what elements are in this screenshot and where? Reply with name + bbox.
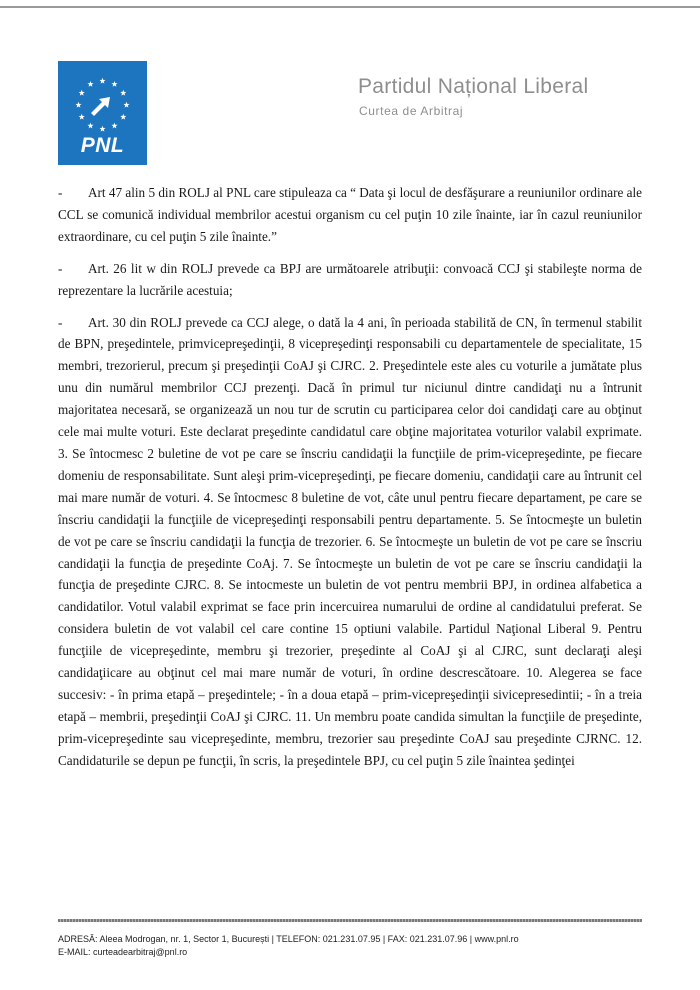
org-subtitle: Curtea de Arbitraj (359, 104, 464, 118)
org-name: Partidul Național Liberal (358, 75, 589, 98)
list-dash: - (58, 185, 63, 200)
pnl-logo (58, 61, 147, 165)
logo-text: PNL (80, 134, 125, 157)
paragraph-art-30 (58, 312, 642, 772)
star-icon (120, 90, 126, 96)
document-body (58, 182, 642, 782)
star-icon (111, 81, 117, 87)
star-icon (79, 90, 85, 96)
star-icon (120, 114, 126, 120)
paragraph-text: Art 47 alin 5 din ROLJ al PNL care stipuleaza ca “ Data şi locul de desfăşurare a reuniunilor ordinare ale CCL se comunică individual membrilor acestui organism cu cel puţin 10 zile înainte, iar în cazul reuniunilor extraordinare, cu cel puţin 5 zile înainte.” (58, 185, 642, 244)
top-scan-rule (0, 6, 700, 8)
paragraph-text: Art. 30 din ROLJ prevede ca CCJ alege, o dată la 4 ani, în perioada stabilită de CN, în termenul stabilit de BPN, preşedintele, primvicepreşedinţii, 8 vicepreşedinţi responsabili cu departamentele de specialitate, 15 membri, trezorierul, precum şi preşedinţii CoAJ şi CJRC. 2. Preşedintele este ales cu voturile a jumătate plus unu din numărul membrilor CCJ prezenţi. Dacă în primul tur niciunul dintre candidaţi nu a întrunit majoritatea necesară, se organizează un nou tur de scrutin cu participarea celor doi candidaţi care au obţinut cele mai multe voturi. Este declarat preşedinte candidatul care obţine majoritatea voturilor valabil exprimate. 3. Se întocmesc 2 buletine de vot pe care se înscriu candidaţii la funcţiile de prim-vicepreşedinte, pe fiecare domeniu de responsabilitate. Sunt aleşi prim-vicepreşedinţi, pe fiecare domeniu, candidaţii care au întrunit cel mai mare număr de voturi. 4. Se întocmesc 8 buletine de vot, câte unul pentru fiecare departament, pe care se înscriu candidaţii la funcţiile de vicepreşedinţi responsabili pentru departamente. 5. Se întocmeşte un buletin de vot pe care se înscriu candidaţii la funcţia de trezorier. 6. Se întocmeşte un buletin de vot pe care se înscriu candidaţii la funcţia de preşedinte CoAj. 7. Se întocmeşte un buletin de vot pe care se înscriu candidaţii la funcţia de preşedinte CJRC. 8. Se intocmeste un buletin de vot pentru membrii BPJ, in ordinea alfabetica a candidatilor. Votul valabil exprimat se face prin incercuirea numarului de ordine al candidatului preferat. Se considera buletin de vot valabil cel care contine 15 optiuni valabile. Partidul Naţional Liberal 9. Pentru funcţiile de vicepreşedinte, membru şi trezorier, preşedinte al CoAJ şi al CJRC, sunt declaraţi aleşi candidaţiicare au obţinut cel mai mare număr de voturi, în ordine descrescătoare. 10. Alegerea se face succesiv: - în prima etapă – preşedintele; - în a doua etapă – prim-vicepreşedinţii sivicepresedintii; - în a treia etapă – membrii, preşedinţii CoAJ şi CJRC. 11. Un membru poate candida simultan la funcţiile de preşedinte, prim-vicepreşedinte sau vicepreşedinte, membru, trezorier sau preşedinte CoAJ sau preşedinte CJRNC. 12. Candidaturile se depun pe funcţii, în scris, la preşedintele BPJ, cu cel puţin 5 zile înaintea şedinţei (58, 314, 642, 768)
paragraph-art-26 (58, 258, 642, 302)
footer-address-line: ADRESĂ: Aleea Modrogan, nr. 1, Sector 1, București | TELEFON: 021.231.07.95 | FAX: 021.231.07.96 | www.pnl.ro (58, 934, 519, 944)
star-icon (111, 123, 117, 129)
footer (58, 933, 658, 959)
star-icon (99, 78, 105, 84)
list-dash: - (58, 314, 63, 330)
star-icon (75, 102, 81, 108)
star-icon (87, 81, 93, 87)
footer-divider (58, 919, 642, 922)
star-icon (79, 114, 85, 120)
arrow-icon (91, 97, 110, 116)
paragraph-text: Art. 26 lit w din ROLJ prevede ca BPJ are următoarele atribuţii: convoacă CCJ şi stabileşte norma de reprezentare la lucrările acestuia; (58, 260, 642, 298)
star-icon (87, 123, 93, 129)
list-dash: - (58, 260, 63, 276)
footer-email-line: E-MAIL: curteadearbitraj@pnl.ro (58, 947, 188, 957)
star-icon (99, 126, 105, 132)
paragraph-art-47 (58, 182, 642, 248)
star-icon (123, 102, 129, 108)
